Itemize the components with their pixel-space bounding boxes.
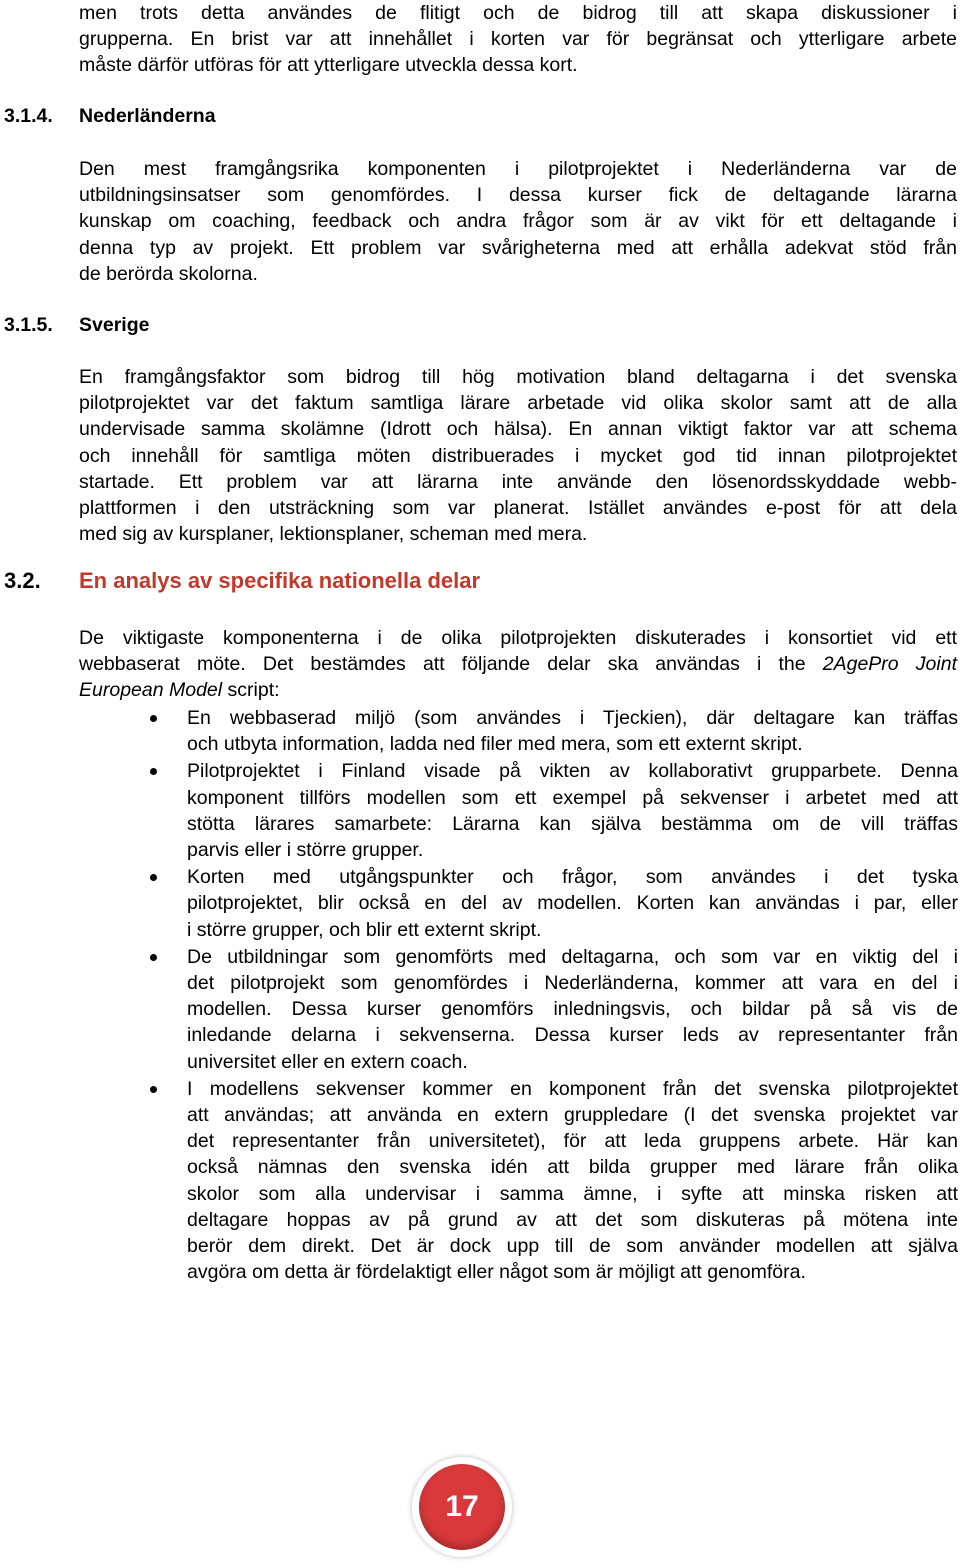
text-line — [79, 677, 957, 703]
list-item — [150, 944, 958, 1075]
text-line: parvis eller i större grupper. — [187, 839, 424, 862]
list-item — [150, 758, 958, 863]
bullet-icon — [150, 954, 157, 961]
text-span: script: — [222, 679, 280, 702]
section-heading-3-1-5 — [4, 312, 404, 338]
text-line: inledande delarna i sekvenserna. Dessa kurser leds av representanter från — [187, 1024, 958, 1047]
text-line: det pilotprojekt som genomfördes i Nederländerna, kommer att vara en del i — [187, 972, 958, 995]
text-line: De utbildningar som genomförts med deltagarna, och som var en viktig del i — [187, 945, 958, 968]
text-line: deltagare hoppas av på grund av att det som diskuteras på mötena inte — [187, 1208, 958, 1231]
text-line: modellen. Dessa kurser genomförs inledningsvis, och bildar på så vis de — [187, 998, 958, 1021]
text-line: skolor som alla undervisar i samma ämne, i syfte att minska risken att — [187, 1182, 958, 1205]
text-line: pilotprojektet, blir också en del av modellen. Korten kan användas i par, eller — [187, 892, 958, 915]
page-number-circle — [419, 1464, 505, 1550]
text-line: startade. Ett problem var att lärarna inte använde den lösenordsskyddade webb- — [79, 470, 957, 493]
text-line: det representanter från universitetet), för att leda gruppens arbete. Här kan — [187, 1130, 958, 1153]
text-line: att användas; att använda en extern gruppledare (I det svenska projektet var — [187, 1104, 958, 1127]
bullet-icon — [150, 874, 157, 881]
section-number: 3.1.5. — [4, 314, 53, 336]
text-line: de berörda skolorna. — [79, 262, 258, 285]
text-line: utbildningsinsatser som genomfördes. I dessa kurser fick de deltagande lärarna — [79, 184, 957, 207]
text-line: också nämnas den svenska idén att bilda grupper med lärare från olika — [187, 1156, 958, 1179]
text-line: stötta lärares samarbete: Lärarna kan själva bestämma om de vill träffas — [187, 812, 958, 835]
text-line: De viktigaste komponenterna i de olika pilotprojekten diskuterades i konsortiet vid ett — [79, 627, 957, 649]
intro-paragraph — [79, 0, 957, 79]
page-number: 17 — [445, 1490, 479, 1523]
text-line: grupperna. En brist var att innehållet i korten var för begränsat och ytterligare arbete — [79, 28, 957, 51]
text-line: måste därför utföras för att ytterligare utveckla dessa kort. — [79, 54, 578, 77]
text-line: I modellens sekvenser kommer en komponent från det svenska pilotprojektet — [187, 1077, 958, 1100]
bullet-icon — [150, 1086, 157, 1093]
text-line: universitet eller en extern coach. — [187, 1050, 468, 1073]
text-line: plattformen i den utsträckning som var planerat. Istället användes e-post för att dela — [79, 497, 957, 520]
text-line: kunskap om coaching, feedback och andra frågor som är av vikt för ett deltagande i — [79, 210, 957, 233]
text-line: avgöra om detta är fördelaktigt eller något som är möjligt att genomföra. — [187, 1261, 806, 1284]
text-line: och utbyta information, ladda ned filer med mera, som ett externt skript. — [187, 733, 803, 756]
text-line: i större grupper, och blir ett externt skript. — [187, 918, 542, 941]
text-line: med sig av kursplaner, lektionsplaner, scheman med mera. — [79, 523, 588, 546]
bullet-icon — [150, 715, 157, 722]
text-line: men trots detta användes de flitigt och de bidrog till att skapa diskussioner i — [79, 2, 957, 24]
section-title: Nederländerna — [79, 105, 216, 127]
section-number: 3.2. — [4, 568, 41, 593]
nederlanderna-paragraph — [79, 156, 957, 287]
section-title: Sverige — [79, 314, 150, 336]
section-title: En analys av specifika nationella delar — [79, 568, 481, 593]
section-heading-3-1-4 — [4, 103, 404, 129]
list-item — [150, 864, 958, 943]
text-line: En framgångsfaktor som bidrog till hög motivation bland deltagarna i det svenska — [79, 366, 957, 388]
page-number-badge — [412, 1457, 512, 1557]
components-bullet-list — [150, 705, 958, 1286]
model-name-italic: 2AgePro Joint — [822, 653, 957, 676]
text-line: Den mest framgångsrika komponenten i pilotprojektet i Nederländerna var de — [79, 158, 957, 180]
model-name-italic: European Model — [79, 679, 223, 702]
text-line: och innehåll för samtliga möten distribuerades i mycket god tid innan pilotprojektet — [79, 444, 957, 467]
list-item — [150, 705, 958, 757]
text-line: undervisade samma skolämne (Idrott och hälsa). En annan viktigt faktor var att schema — [79, 418, 957, 441]
text-span: webbaserat möte. Det bestämdes att följande delar ska användas i the — [79, 653, 823, 676]
bullet-icon — [150, 768, 157, 775]
text-line — [79, 651, 957, 677]
text-line: pilotprojektet var det faktum samtliga lärare arbetade vid olika skolor samt att de alla — [79, 392, 957, 415]
text-line: Korten med utgångspunkter och frågor, som användes i det tyska — [187, 866, 958, 889]
analys-intro-paragraph — [79, 625, 957, 704]
text-line: komponent tillförs modellen som ett exempel på sekvenser i arbetet med att — [187, 786, 958, 809]
text-line: denna typ av projekt. Ett problem var svårigheterna med att erhålla adekvat stöd från — [79, 236, 957, 259]
text-line: berör dem direkt. Det är dock upp till de som använder modellen att själva — [187, 1235, 958, 1258]
text-line: Pilotprojektet i Finland visade på vikten av kollaborativt grupparbete. Denna — [187, 760, 958, 783]
text-line: En webbaserad miljö (som användes i Tjeckien), där deltagare kan träffas — [187, 707, 958, 729]
section-number: 3.1.4. — [4, 105, 53, 127]
list-item — [150, 1076, 958, 1286]
sverige-paragraph — [79, 364, 957, 547]
section-heading-3-2 — [4, 567, 704, 595]
